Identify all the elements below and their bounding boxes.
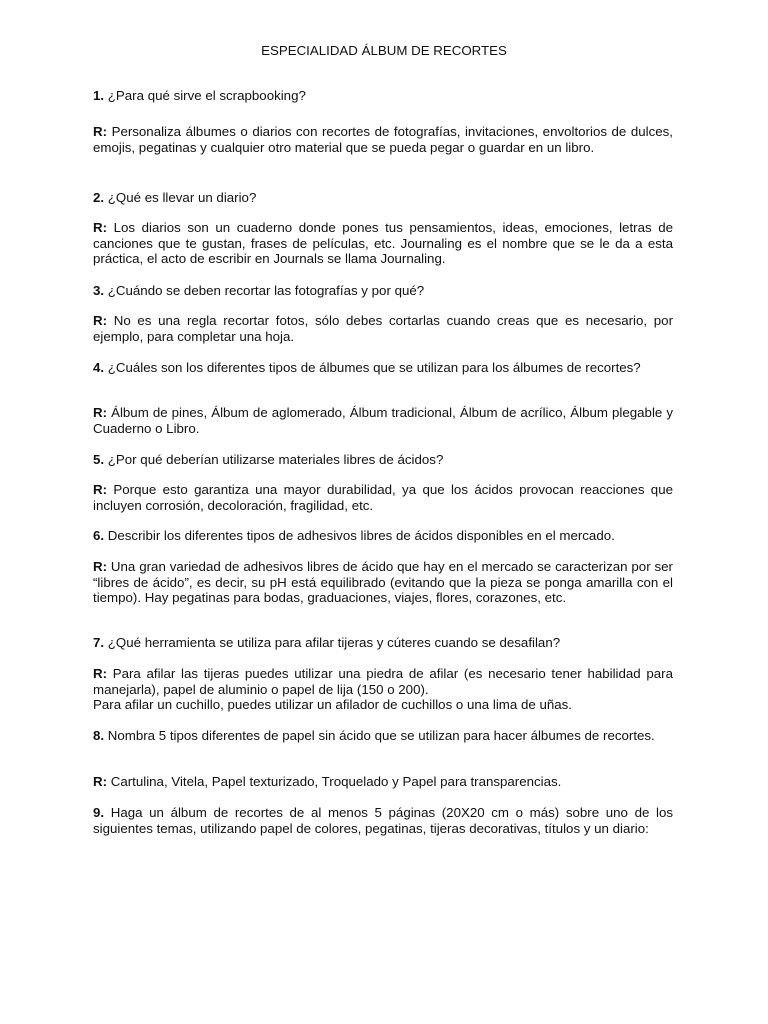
answer-label: R: bbox=[93, 124, 108, 139]
answer-text: Personaliza álbumes o diarios con recortes de fotografías, invitaciones, envoltorios de dulces, emojis, pegatinas y cualquier otro material que se pueda pegar o guardar en un libro. bbox=[93, 124, 673, 155]
question-text: Haga un álbum de recortes de al menos 5 páginas (20X20 cm o más) sobre uno de los siguientes temas, utilizando papel de colores, pegatinas, tijeras decorativas, títulos y un diario: bbox=[93, 805, 673, 836]
question-number: 9. bbox=[93, 805, 105, 820]
answer-text: Porque esto garantiza una mayor durabilidad, ya que los ácidos provocan reacciones que incluyen corrosión, decoloración, fragilidad, etc. bbox=[93, 482, 673, 513]
answer-8 bbox=[93, 774, 673, 790]
question-2 bbox=[93, 190, 673, 206]
question-text: ¿Para qué sirve el scrapbooking? bbox=[104, 88, 306, 103]
question-text: ¿Cuáles son los diferentes tipos de álbumes que se utilizan para los álbumes de recortes? bbox=[104, 360, 641, 375]
question-text: ¿Qué es llevar un diario? bbox=[104, 190, 257, 205]
answer-label: R: bbox=[93, 220, 108, 235]
question-number: 6. bbox=[93, 528, 105, 543]
answer-text: Para afilar las tijeras puedes utilizar una piedra de afilar (es necesario tener habilidad para manejarla), papel de aluminio o papel de lija (150 o 200). bbox=[93, 666, 673, 697]
question-3 bbox=[93, 283, 673, 299]
page-title: ESPECIALIDAD ÁLBUM DE RECORTES bbox=[261, 43, 507, 58]
answer-label: R: bbox=[93, 774, 108, 789]
question-number: 5. bbox=[93, 452, 105, 467]
answer-5 bbox=[93, 482, 673, 513]
question-text: ¿Qué herramienta se utiliza para afilar tijeras y cúteres cuando se desafilan? bbox=[104, 635, 561, 650]
question-number: 1. bbox=[93, 88, 105, 103]
question-text: ¿Por qué deberían utilizarse materiales libres de ácidos? bbox=[104, 452, 444, 467]
question-6 bbox=[93, 528, 673, 544]
answer-label: R: bbox=[93, 482, 108, 497]
answer-text: Álbum de pines, Álbum de aglomerado, Álbum tradicional, Álbum de acrílico, Álbum plegable y Cuaderno o Libro. bbox=[93, 405, 673, 436]
answer-7-extra: Para afilar un cuchillo, puedes utilizar un afilador de cuchillos o una lima de uñas. bbox=[93, 697, 572, 712]
question-number: 7. bbox=[93, 635, 105, 650]
question-8 bbox=[93, 728, 673, 744]
answer-text: Los diarios son un cuaderno donde pones tus pensamientos, ideas, emociones, letras de canciones que te gustan, frases de películas, etc. Journaling es el nombre que se le da a esta práctica, el acto de escribir en Journals se llama Journaling. bbox=[93, 220, 673, 267]
answer-label: R: bbox=[93, 313, 108, 328]
question-text: ¿Cuándo se deben recortar las fotografías y por qué? bbox=[104, 283, 425, 298]
question-9 bbox=[93, 805, 673, 836]
answer-6 bbox=[93, 559, 673, 606]
question-number: 2. bbox=[93, 190, 105, 205]
question-text: Nombra 5 tipos diferentes de papel sin ácido que se utilizan para hacer álbumes de recortes. bbox=[104, 728, 655, 743]
question-1 bbox=[93, 88, 673, 104]
question-number: 3. bbox=[93, 283, 105, 298]
question-number: 8. bbox=[93, 728, 105, 743]
answer-label: R: bbox=[93, 405, 108, 420]
answer-7 bbox=[93, 666, 673, 697]
question-number: 4. bbox=[93, 360, 105, 375]
answer-label: R: bbox=[93, 666, 108, 681]
answer-1 bbox=[93, 124, 673, 155]
answer-4 bbox=[93, 405, 673, 436]
question-7 bbox=[93, 635, 673, 651]
question-text: Describir los diferentes tipos de adhesivos libres de ácidos disponibles en el mercado. bbox=[104, 528, 615, 543]
question-4 bbox=[93, 360, 673, 376]
question-5 bbox=[93, 452, 673, 468]
answer-text: Cartulina, Vitela, Papel texturizado, Troquelado y Papel para transparencias. bbox=[107, 774, 562, 789]
answer-text: No es una regla recortar fotos, sólo debes cortarlas cuando creas que es necesario, por ejemplo, para completar una hoja. bbox=[93, 313, 673, 344]
answer-label: R: bbox=[93, 559, 108, 574]
answer-text: Una gran variedad de adhesivos libres de ácido que hay en el mercado se caracterizan por ser “libres de ácido”, es decir, su pH está equilibrado (evitando que la pieza se ponga amarilla con el tiempo). Hay pegatinas para bodas, graduaciones, viajes, flores, corazones, etc. bbox=[93, 559, 673, 606]
answer-3 bbox=[93, 313, 673, 344]
answer-2 bbox=[93, 220, 673, 267]
